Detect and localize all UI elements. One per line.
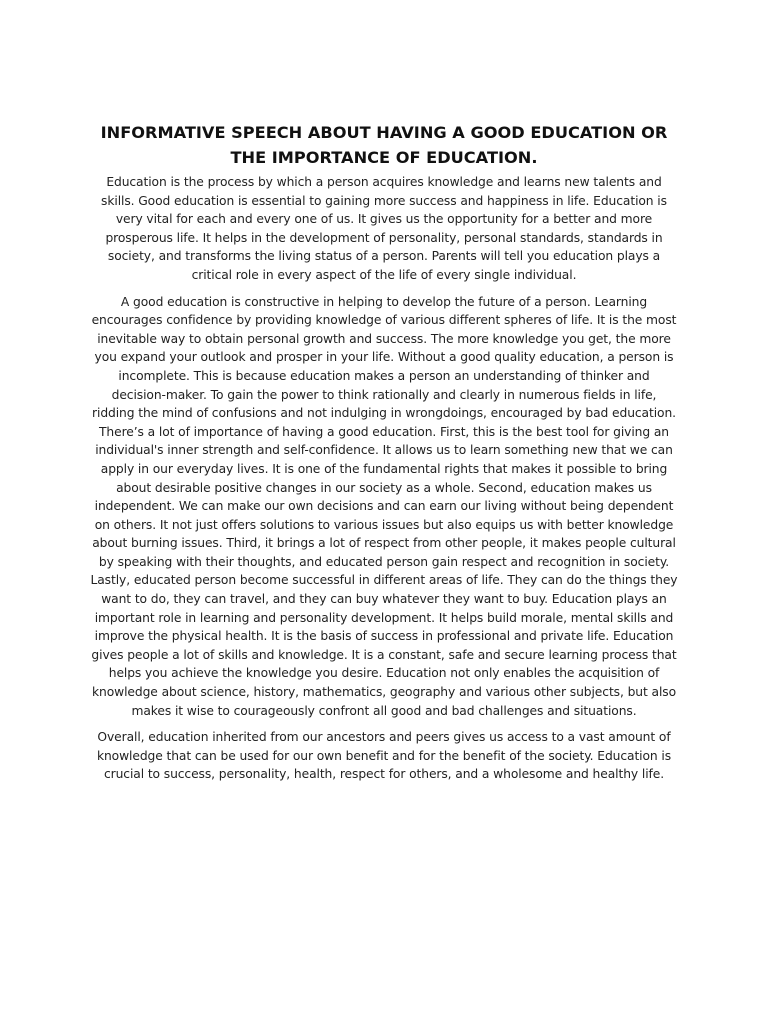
paragraph-conclusion: Overall, education inherited from our ancestors and peers gives us access to a vast amount of knowledge that can be used for our own benefit and for the benefit of the society. Education is crucial to success, personality, health, respect for others, and a wholesome and healthy life. [96, 730, 672, 782]
page-title [90, 120, 678, 170]
paragraph-intro: Education is the process by which a person acquires knowledge and learns new talents and skills. Good education is essential to gaining more success and happiness in life. Education is very vital for each and every one of us. It gives us the opportunity for a better and more prosperous life. It helps in the development of personality, personal standards, standards in society, and transforms the living status of a person. Parents will tell you education plays a critical role in every aspect of the life of every single individual. [101, 175, 667, 282]
title-line-1: INFORMATIVE SPEECH ABOUT HAVING A GOOD EDUCATION OR [100, 123, 668, 142]
paragraph-body: A good education is constructive in helping to develop the future of a person. Learning encourages confidence by providing knowledge of various different spheres of life. It is the most inevitable way to obtain personal growth and success. The more knowledge you get, the more you expand your outlook and prosper in your life. Without a good quality education, a person is incomplete. This is because education makes a person an understanding of thinker and decision-maker. To gain the power to think rationally and clearly in numerous fields in life, ridding the mind of confusions and not indulging in wrongdoings, encouraged by bad education. There’s a lot of importance of having a good education. First, this is the best tool for giving an individual's inner strength and self-confidence. It allows us to learn something new that we can apply in our everyday lives. It is one of the fundamental rights that makes it possible to bring about desirable positive changes in our society as a whole. Second, education makes us independent. We can make our own decisions and can earn our living without being dependent on others. It not just offers solutions to various issues but also equips us with better knowledge about burning issues. Third, it brings a lot of respect from other people, it makes people cultural by speaking with their thoughts, and educated person gain respect and recognition in society. Lastly, educated person become successful in different areas of life. They can do the things they want to do, they can travel, and they can buy whatever they want to buy. Education plays an important role in learning and personality development. It helps build morale, mental skills and improve the physical health. It is the basis of success in professional and private life. Education gives people a lot of skills and knowledge. It is a constant, safe and secure learning process that helps you achieve the knowledge you desire. Education not only enables the acquisition of knowledge about science, history, mathematics, geography and various other subjects, but also makes it wise to courageously confront all good and bad challenges and situations. [90, 294, 678, 718]
document-page [90, 120, 678, 792]
title-line-2: THE IMPORTANCE OF EDUCATION. [230, 148, 538, 167]
